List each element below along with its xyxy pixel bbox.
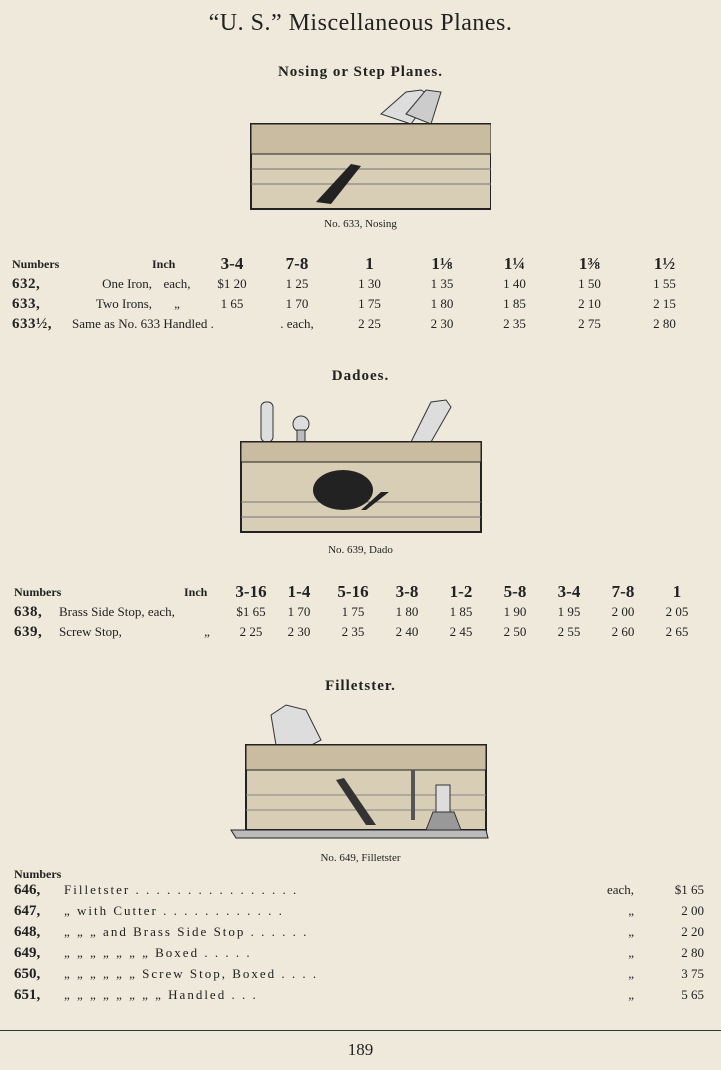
price-cell: 1 75 xyxy=(358,296,381,311)
size-header: 3-4 xyxy=(220,254,244,273)
item-description: „ „ „ and Brass Side Stop . . . . . . xyxy=(64,924,309,939)
size-header: 5-8 xyxy=(503,582,527,601)
size-header: 3-16 xyxy=(235,582,267,601)
size-header: 1⅛ xyxy=(431,254,453,273)
item-number: 648, xyxy=(14,924,41,940)
filletster-plane-illustration xyxy=(0,700,721,845)
dadoes-heading: Dadoes. xyxy=(331,368,390,384)
table-row xyxy=(12,294,702,314)
dado-plane-illustration xyxy=(0,392,721,542)
item-description: „ „ „ „ „ „ Screw Stop, Boxed . . . . xyxy=(64,966,319,981)
price-cell: 1 35 xyxy=(430,276,454,291)
price-cell: 1 90 xyxy=(503,604,527,619)
price-cell: 1 30 xyxy=(358,276,381,291)
price-cell: 1 25 xyxy=(285,276,309,291)
item-number: 651, xyxy=(14,987,41,1003)
price-cell: 2 40 xyxy=(395,624,419,639)
numbers-label: Numbers xyxy=(12,256,60,271)
price-cell: 5 65 xyxy=(681,987,704,1002)
item-unit: „ xyxy=(628,924,634,939)
price-cell: $1 65 xyxy=(674,882,704,897)
price-cell: 1 80 xyxy=(430,296,454,311)
dado-price-table xyxy=(14,582,704,642)
item-unit: „ xyxy=(174,296,180,311)
item-number: 650, xyxy=(14,966,41,982)
price-cell: 2 25 xyxy=(358,316,381,331)
item-number: 639, xyxy=(14,623,43,640)
nosing-header-row xyxy=(12,254,702,274)
price-cell: 2 30 xyxy=(287,624,311,639)
price-cell: 1 85 xyxy=(503,296,526,311)
price-cell: 2 30 xyxy=(430,316,454,331)
footer-divider xyxy=(0,1030,721,1031)
item-unit: „ xyxy=(628,945,634,960)
price-cell: 3 75 xyxy=(681,966,704,981)
size-header: 1⅜ xyxy=(578,254,601,273)
price-cell: 1 50 xyxy=(578,276,601,291)
size-header: 1¼ xyxy=(503,254,526,273)
list-item xyxy=(14,966,704,987)
item-unit: „ xyxy=(628,966,634,981)
price-cell: 2 45 xyxy=(449,624,473,639)
item-number: 646, xyxy=(14,882,41,898)
price-cell: 1 65 xyxy=(220,296,244,311)
size-header: 3-4 xyxy=(557,582,581,601)
size-header: 7-8 xyxy=(285,254,309,273)
price-cell: 2 80 xyxy=(653,316,676,331)
size-header: 5-16 xyxy=(337,582,369,601)
price-cell: 1 55 xyxy=(653,276,676,291)
list-item xyxy=(14,987,704,1008)
size-header: 1 xyxy=(672,582,682,601)
item-description: Two Irons, xyxy=(95,296,152,311)
item-description: „ „ „ „ „ „ „ „ Handled . . . xyxy=(64,987,258,1002)
item-unit: each, xyxy=(163,276,191,291)
item-unit: „ xyxy=(628,987,634,1002)
price-cell: 2 25 xyxy=(239,624,263,639)
table-row xyxy=(12,314,702,334)
item-number: 632, xyxy=(12,275,41,292)
price-cell: $1 20 xyxy=(217,276,247,291)
nosing-caption: No. 633, Nosing xyxy=(324,218,397,230)
price-cell: 1 80 xyxy=(395,604,419,619)
price-cell: 1 70 xyxy=(287,604,311,619)
nosing-heading: Nosing or Step Planes. xyxy=(277,64,444,80)
price-cell: 2 10 xyxy=(578,296,601,311)
price-cell: 1 40 xyxy=(503,276,526,291)
filletster-heading: Filletster. xyxy=(325,678,396,694)
size-header: 7-8 xyxy=(611,582,635,601)
item-description: Screw Stop, xyxy=(59,624,122,639)
item-number: 638, xyxy=(14,603,43,620)
price-cell: 2 35 xyxy=(503,316,526,331)
item-unit: . each, xyxy=(280,316,314,331)
inch-label: Inch xyxy=(152,256,176,271)
price-cell: 2 00 xyxy=(611,604,635,619)
filletster-caption: No. 649, Filletster xyxy=(320,852,401,864)
dado-caption: No. 639, Dado xyxy=(328,544,393,556)
item-description: „ with Cutter . . . . . . . . . . . . xyxy=(64,903,284,918)
item-number: 647, xyxy=(14,903,41,919)
item-description: One Iron, xyxy=(102,276,152,291)
item-description: Brass Side Stop, each, xyxy=(59,604,175,619)
inch-label: Inch xyxy=(184,584,208,599)
price-cell: 2 80 xyxy=(681,945,704,960)
price-cell: 2 05 xyxy=(665,604,689,619)
price-cell: 2 00 xyxy=(681,903,704,918)
size-header: 1½ xyxy=(653,254,676,273)
list-item xyxy=(14,924,704,945)
price-cell: 2 60 xyxy=(611,624,635,639)
list-item xyxy=(14,882,704,903)
nosing-plane-illustration xyxy=(0,84,721,214)
price-cell: 1 70 xyxy=(285,296,309,311)
size-header: 1-2 xyxy=(449,582,473,601)
item-description: Same as No. 633 Handled . xyxy=(72,316,214,331)
item-number: 633½, xyxy=(12,315,52,332)
price-cell: 1 95 xyxy=(557,604,581,619)
price-cell: 1 85 xyxy=(449,604,473,619)
size-header: 1-4 xyxy=(287,582,311,601)
numbers-label: Numbers xyxy=(14,584,62,599)
size-header: 1 xyxy=(365,254,374,273)
item-number: 649, xyxy=(14,945,41,961)
item-description: „ „ „ „ „ „ „ Boxed . . . . . xyxy=(64,945,252,960)
table-row xyxy=(12,274,702,294)
price-cell: 1 75 xyxy=(341,604,365,619)
item-unit: each, xyxy=(606,882,634,897)
list-item xyxy=(14,945,704,966)
nosing-price-table xyxy=(12,254,702,334)
item-description: Filletster . . . . . . . . . . . . . . . . xyxy=(64,882,299,897)
price-cell: 2 65 xyxy=(665,624,689,639)
table-row xyxy=(14,602,704,622)
price-cell: 2 35 xyxy=(341,624,365,639)
page-number: 189 xyxy=(347,1040,374,1059)
size-header: 3-8 xyxy=(395,582,419,601)
page-title: “U. S.” Miscellaneous Planes. xyxy=(208,10,513,36)
dado-header-row xyxy=(14,582,704,602)
price-cell: 2 50 xyxy=(503,624,527,639)
price-cell: 2 55 xyxy=(557,624,581,639)
numbers-label: Numbers xyxy=(14,867,62,881)
table-row xyxy=(14,622,704,642)
item-unit: „ xyxy=(628,903,634,918)
price-cell: 2 15 xyxy=(653,296,676,311)
item-unit: „ xyxy=(204,624,210,639)
list-item xyxy=(14,903,704,924)
price-cell: 2 20 xyxy=(681,924,704,939)
price-cell: 2 75 xyxy=(578,316,601,331)
price-cell: $1 65 xyxy=(236,604,266,619)
item-number: 633, xyxy=(12,295,41,312)
